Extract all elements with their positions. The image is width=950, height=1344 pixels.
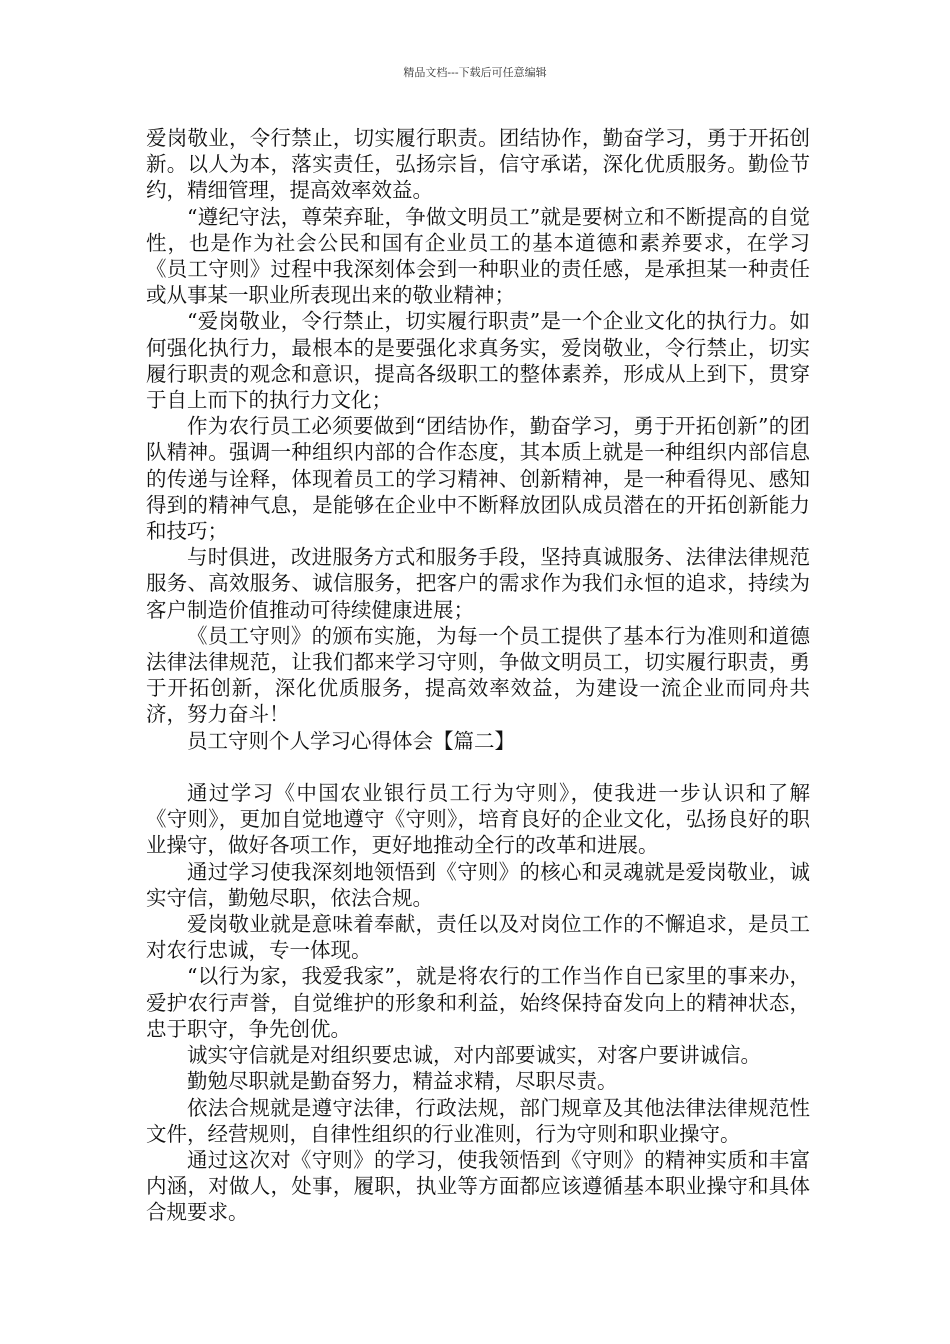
paragraph: 与时俱进，改进服务方式和服务手段，坚持真诚服务、法律法律规范服务、高效服务、诚信服务，把客户的需求作为我们永恒的追求，持续为客户制造价值推动可待续健康进展； bbox=[146, 545, 810, 622]
paragraph: 勤勉尽职就是勤奋努力，精益求精，尽职尽责。 bbox=[187, 1069, 618, 1094]
paragraph: 通过学习使我深刻地领悟到《守则》的核心和灵魂就是爱岗敬业，诚实守信，勤勉尽职，依法合规。 bbox=[146, 859, 810, 910]
paragraph: 依法合规就是遵守法律，行政法规，部门规章及其他法律法律规范性文件，经营规则，自律性组织的行业准则，行为守则和职业操守。 bbox=[146, 1095, 810, 1146]
paragraph: 诚实守信就是对组织要忠诚，对内部要诚实，对客户要讲诚信。 bbox=[187, 1043, 761, 1068]
document-body bbox=[146, 125, 810, 1226]
paragraph: 爱岗敬业就是意味着奉献，责任以及对岗位工作的不懈追求，是员工对农行忠诚，专一体现。 bbox=[146, 912, 810, 963]
paragraph: “遵纪守法，尊荣弃耻，争做文明员工”就是要树立和不断提高的自觉性，也是作为社会公民和国有企业员工的基本道德和素养要求，在学习《员工守则》过程中我深刻体会到一种职业的责任感，是承担某一种责任或从事某一职业所表现出来的敬业精神； bbox=[146, 204, 810, 308]
paragraph: 作为农行员工必须要做到“团结协作，勤奋学习，勇于开拓创新”的团队精神。强调一种组织内部的合作态度，其本质上就是一种组织内部信息的传递与诠释，体现着员工的学习精神、创新精神，是一种看得见、感知得到的精神气息，是能够在企业中不断释放团队成员潜在的开拓创新能力和技巧； bbox=[146, 414, 810, 544]
paragraph: “以行为家，我爱我家”，就是将农行的工作当作自已家里的事来办，爱护农行声誉，自觉维护的形象和利益，始终保持奋发向上的精神状态，忠于职守，争先创优。 bbox=[146, 964, 810, 1041]
header-note: 精品文档---下载后可任意编辑 bbox=[403, 66, 547, 79]
section-title: 员工守则个人学习心得体会【篇二】 bbox=[187, 728, 515, 753]
paragraph: 通过学习《中国农业银行员工行为守则》，使我进一步认识和了解《守则》，更加自觉地遵守《守则》，培育良好的企业文化，弘扬良好的职业操守，做好各项工作，更好地推动全行的改革和进展。 bbox=[146, 781, 810, 858]
paragraph: 爱岗敬业，令行禁止，切实履行职责。团结协作，勤奋学习，勇于开拓创新。以人为本，落实责任，弘扬宗旨，信守承诺，深化优质服务。勤俭节约，精细管理，提高效率效益。 bbox=[146, 126, 810, 203]
paragraph: “爱岗敬业，令行禁止，切实履行职责”是一个企业文化的执行力。如何强化执行力，最根本的是要强化求真务实，爱岗敬业，令行禁止，切实履行职责的观念和意识，提高各级职工的整体素养，形成从上到下，贯穿于自上而下的执行力文化； bbox=[146, 309, 810, 413]
paragraph: 通过这次对《守则》的学习，使我领悟到《守则》的精神实质和丰富内涵，对做人，处事，履职，执业等方面都应该遵循基本职业操守和具体合规要求。 bbox=[146, 1147, 810, 1225]
paragraph: 《员工守则》的颁布实施，为每一个员工提供了基本行为准则和道德法律法律规范，让我们都来学习守则，争做文明员工，切实履行职责，勇于开拓创新，深化优质服务，提高效率效益，为建设一流企业而同舟共济，努力奋斗！ bbox=[146, 623, 810, 727]
